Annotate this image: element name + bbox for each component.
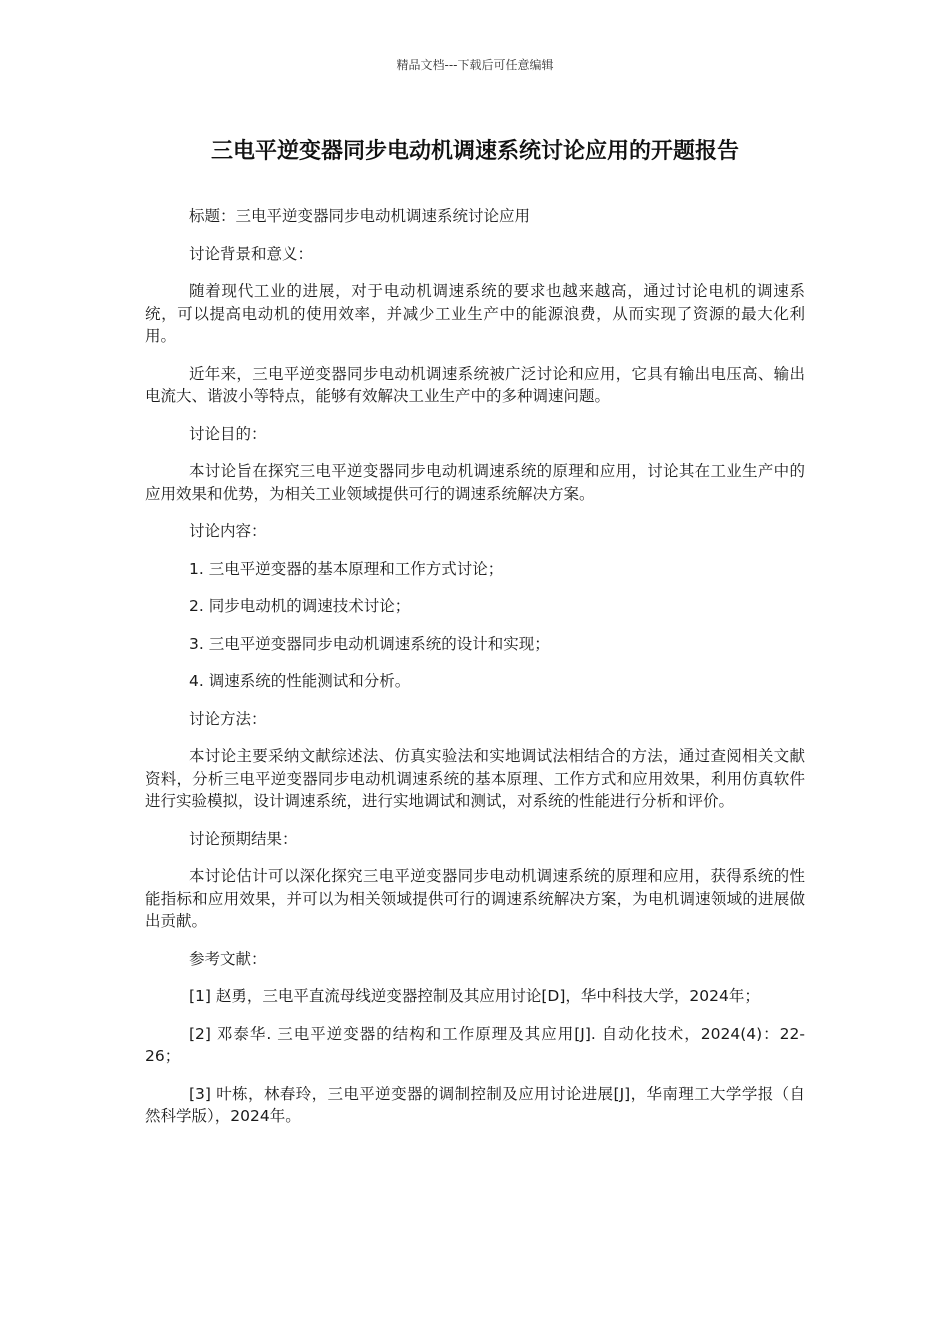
reference-item: [2] 邓泰华. 三电平逆变器的结构和工作原理及其应用[J]. 自动化技术，2024(4)：22-26； (145, 1024, 805, 1065)
section-heading-background: 讨论背景和意义： (189, 244, 314, 263)
document-body (145, 205, 805, 1143)
section-heading-references: 参考文献： (189, 949, 267, 968)
reference-item: [1] 赵勇，三电平直流母线逆变器控制及其应用讨论[D]，华中科技大学，2024年； (189, 987, 760, 1005)
purpose-paragraph: 本讨论旨在探究三电平逆变器同步电动机调速系统的原理和应用，讨论其在工业生产中的应用效果和优势，为相关工业领域提供可行的调速系统解决方案。 (145, 462, 805, 503)
content-list-item: 3. 三电平逆变器同步电动机调速系统的设计和实现； (189, 634, 550, 653)
background-paragraph-1: 随着现代工业的进展，对于电动机调速系统的要求也越来越高，通过讨论电机的调速系统，可以提高电动机的使用效率，并减少工业生产中的能源浪费，从而实现了资源的最大化利用。 (145, 282, 805, 345)
content-list-item: 2. 同步电动机的调速技术讨论； (189, 597, 411, 615)
expected-results-paragraph: 本讨论估计可以深化探究三电平逆变器同步电动机调速系统的原理和应用，获得系统的性能指标和应用效果，并可以为相关领域提供可行的调速系统解决方案，为电机调速领域的进展做出贡献。 (145, 867, 805, 930)
page-header-watermark: 精品文档---下载后可任意编辑 (396, 58, 554, 72)
method-paragraph: 本讨论主要采纳文献综述法、仿真实验法和实地调试法相结合的方法，通过查阅相关文献资料，分析三电平逆变器同步电动机调速系统的基本原理、工作方式和应用效果，利用仿真软件进行实验模拟，设计调速系统，进行实地调试和测试，对系统的性能进行分析和评价。 (145, 747, 805, 810)
document-title: 三电平逆变器同步电动机调速系统讨论应用的开题报告 (210, 139, 739, 164)
reference-item: [3] 叶栋，林春玲，三电平逆变器的调制控制及应用讨论进展[J]，华南理工大学学报（自然科学版），2024年。 (145, 1084, 805, 1125)
section-heading-content: 讨论内容： (189, 522, 267, 540)
background-paragraph-2: 近年来，三电平逆变器同步电动机调速系统被广泛讨论和应用，它具有输出电压高、输出电流大、谐波小等特点，能够有效解决工业生产中的多种调速问题。 (145, 364, 805, 405)
section-heading-purpose: 讨论目的： (189, 424, 267, 443)
content-list-item: 1. 三电平逆变器的基本原理和工作方式讨论； (189, 559, 504, 578)
content-list-item: 4. 调速系统的性能测试和分析。 (189, 672, 411, 690)
report-subject-line: 标题：三电平逆变器同步电动机调速系统讨论应用 (189, 207, 531, 225)
section-heading-method: 讨论方法： (189, 709, 267, 728)
section-heading-expected-results: 讨论预期结果： (189, 829, 298, 848)
